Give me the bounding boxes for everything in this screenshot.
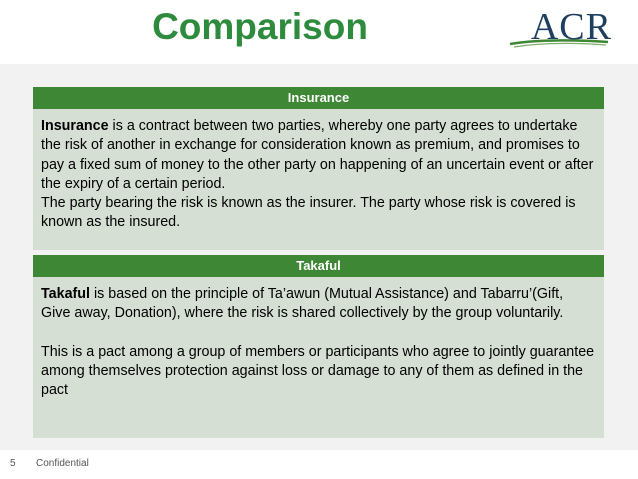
acr-logo <box>508 8 612 50</box>
takaful-term: Takaful <box>41 286 90 302</box>
insurance-paragraph-1 <box>41 117 596 194</box>
footer-label: Confidential <box>36 458 89 469</box>
takaful-header: Takaful <box>33 255 604 277</box>
insurance-paragraph-2: The party bearing the risk is known as the insurer. The party whose risk is covered is known as the insured. <box>41 195 576 231</box>
takaful-body <box>33 277 604 438</box>
slide-title: Comparison <box>152 6 368 47</box>
insurance-definition: is a contract between two parties, whereby one party agrees to undertake the risk of another in exchange for consideration known as premium, and promises to pay a fixed sum of money to the other party on happening of an uncertain event or after the expiry of a certain period. <box>41 118 594 192</box>
takaful-paragraph-1 <box>41 285 596 324</box>
page-number: 5 <box>10 458 16 469</box>
paragraph-gap <box>41 324 596 343</box>
insurance-body <box>33 109 604 250</box>
insurance-term: Insurance <box>41 118 109 134</box>
insurance-header: Insurance <box>33 87 604 109</box>
logo-text: ACR <box>530 6 612 48</box>
takaful-paragraph-2: This is a pact among a group of members or participants who agree to jointly guarantee among themselves protection against loss or damage to any of them as defined in the pact <box>41 343 595 399</box>
takaful-definition: is based on the principle of Ta’awun (Mutual Assistance) and Tabarru’(Gift, Give away, Donation), where the risk is shared collectively by the group voluntarily. <box>41 286 564 322</box>
